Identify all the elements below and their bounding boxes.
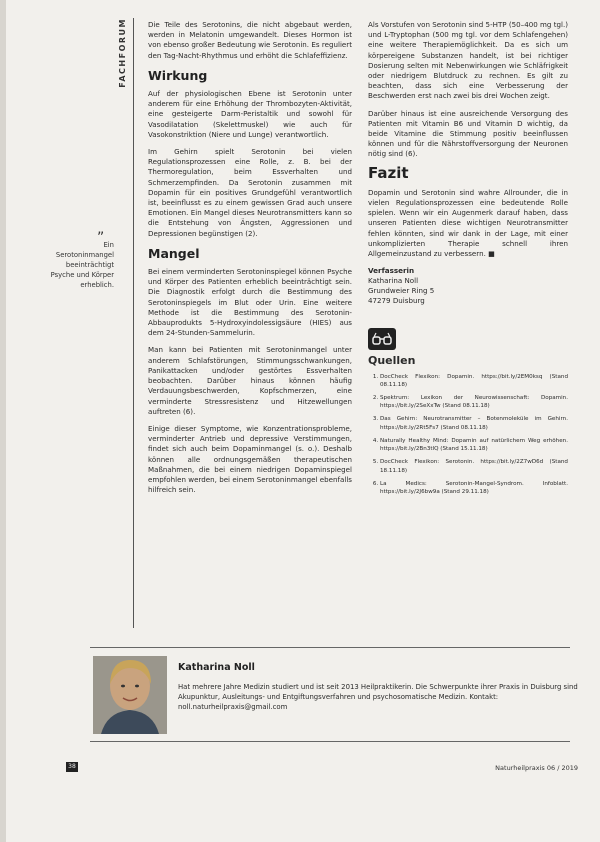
footer-issue: Naturheilpraxis 06 / 2019 <box>495 764 578 772</box>
source-item: 4. Naturally Healthy Mind: Dopamin auf natürlichem Weg erhöhen. https://bit.ly/2Bn3tlQ (Stand 15.11.18) <box>380 437 568 453</box>
wirkung-paragraph-2: Im Gehirn spielt Serotonin bei vielen Regulationsprozessen eine Rolle, z. B. bei der Thermoregulation, beim Essverhalten und Schmerzempfinden. Da Serotonin zusammen mit Dopamin für ein positives Grundgefühl verantwortlich ist, beeinflusst es zu einem gewissen Grad auch unsere Emotionen. Ein Mangel dieses Neurotransmitters kann so die Entstehung von Ängsten, Aggressionen und Depressionen begünstigen (2). <box>148 147 352 238</box>
sources-list <box>368 373 568 496</box>
bio-rule-bottom <box>90 741 570 742</box>
wirkung-paragraph-1: Auf der physiologischen Ebene ist Serotonin unter anderem für eine Erhöhung der Thrombozyten-Aktivität, eine gesteigerte Darm-Peristaltik und sowohl für Vasodilatation (Skelettmuskel) wie auch für Vasokonstriktion (Niere und Lunge) verantwortlich. <box>148 89 352 139</box>
intro-paragraph: Die Teile des Serotonins, die nicht abgebaut werden, werden in Melatonin umgewandelt. Dieses Hormon ist von ebenso großer Bedeutung wie Serotonin. Es reguliert den Tag-Nacht-Rhythmus und erhöht die Schlafeffizienz. <box>148 20 352 60</box>
right-column <box>368 20 568 501</box>
source-item: 5. DocCheck Flexikon: Serotonin. https://bit.ly/2Z7wD6d (Stand 18.11.18) <box>380 458 568 474</box>
bio-text: Hat mehrere Jahre Medizin studiert und ist seit 2013 Heilpraktikerin. Die Schwerpunkte ihrer Praxis in Duisburg sind Akupunktur, Ausleitungs- und Entgiftungsverfahren und psychosomatische Medizin. Kontakt: noll.naturheilpraxis@gmail.com <box>178 683 578 711</box>
author-label: Verfasserin <box>368 266 415 276</box>
source-item: 2. Spektrum: Lexikon der Neurowissenschaft: Dopamin. https://bit.ly/2SeXxTw (Stand 08.11.18) <box>380 394 568 410</box>
section-tab: FACHFORUM <box>118 18 127 88</box>
sources-heading: Quellen <box>368 354 416 368</box>
glasses-icon <box>368 328 396 350</box>
pullquote: Ein Serotoninmangel beeinträchtigt Psyche und Körper erheblich. <box>50 241 114 289</box>
therapy-paragraph-1: Als Vorstufen von Serotonin sind 5-HTP (50–400 mg tgl.) und L-Tryptophan (500 mg tgl. vor dem Schlafengehen) eine weitere Therapiemöglichkeit. Da es sich um körpereigene Substanzen handelt, ist bei richtiger Dosierung selten mit Nebenwirkungen wie Schläfrigkeit oder niedrigem Blutdruck zu rechnen. Es gilt zu beachten, dass sich eine Verbesserung der Beschwerden erst nach zwei bis drei Wochen zeigt. <box>368 20 568 101</box>
bio-name: Katharina Noll <box>178 662 255 673</box>
source-item: 3. Das Gehirn: Neurotransmitter – Botenmoleküle im Gehirn. https://bit.ly/2Rt5Fs7 (Stand 08.11.18) <box>380 415 568 431</box>
source-item: 1. DocCheck Flexikon: Dopamin. https://bit.ly/2EM0ksq (Stand 08.11.18) <box>380 373 568 389</box>
author-street: Grundweier Ring 5 <box>368 286 435 296</box>
quote-mark: ” <box>97 230 105 246</box>
mangel-paragraph-3: Einige dieser Symptome, wie Konzentrationsprobleme, verminderter Antrieb und depressive Verstimmungen, findet sich auch beim Dopaminmangel (s. o.). Deshalb können alle ordnungsgemäßen therapeutischen Maßnahmen, die bei einem niedrigen Dopaminspiegel empfohlen werden, bei einem Serotoninmangel ebenfalls hilfreich sein. <box>148 423 352 495</box>
left-column <box>148 20 352 502</box>
page-number: 38 <box>66 762 78 772</box>
mangel-paragraph-2: Man kann bei Patienten mit Serotoninmangel unter anderem Schlafstörungen, Stimmungsschwankungen, Panikattacken und/oder gestörtes Essverhalten beobachten. Darüber hinaus können häufig Verdauungsbeschwerden, Kopfschmerzen, eine verminderte Stressresistenz und Hitzewellungen auftreten (6). <box>148 345 352 416</box>
author-name: Katharina Noll <box>368 276 419 286</box>
author-bio-box <box>0 648 600 740</box>
therapy-paragraph-2: Darüber hinaus ist eine ausreichende Versorgung des Patienten mit Vitamin B6 und Vitamin D wichtig, da beide Vitamine die Stimmung positiv beeinflussen können und für die Nährstoffversorgung der Neuronen nötig sind (6). <box>368 108 568 159</box>
bio-rule-top <box>90 647 570 648</box>
heading-fazit: Fazit <box>368 163 409 182</box>
mangel-paragraph-1: Bei einem verminderten Serotoninspiegel können Psyche und Körper des Patienten erheblich beeinträchtigt sein. Die Diagnostik erfolgt durch die Bestimmung des Serotoninspiegels im Blut oder Urin. Eine weitere Methode ist die Bestimmung des Serotonin-Abbauprodukts 5-Hydroxyindolessigsäure (HIES) aus dem 24-Stunden-Sammelurin. <box>148 267 352 338</box>
column-divider <box>133 18 134 628</box>
source-item: 6. La Medics: Serotonin-Mangel-Syndrom. Infoblatt. https://bit.ly/2J6bw9a (Stand 29.11.18) <box>380 480 568 496</box>
author-photo <box>93 656 167 734</box>
heading-wirkung: Wirkung <box>148 67 208 83</box>
fazit-paragraph: Dopamin und Serotonin sind wahre Allrounder, die in vielen Regulationsprozessen eine bedeutende Rolle spielen. Wenn wir ein Augenmerk darauf haben, dass unseren Patienten diese wichtigen Neurotransmitter fehlen könnten, sind wir dank in der Lage, mit einer unkomplizierten Therapie schnell ihren Allgemeinzustand zu verbessern. ■ <box>368 187 568 259</box>
heading-mangel: Mangel <box>148 245 200 261</box>
author-city: 47279 Duisburg <box>368 296 425 306</box>
